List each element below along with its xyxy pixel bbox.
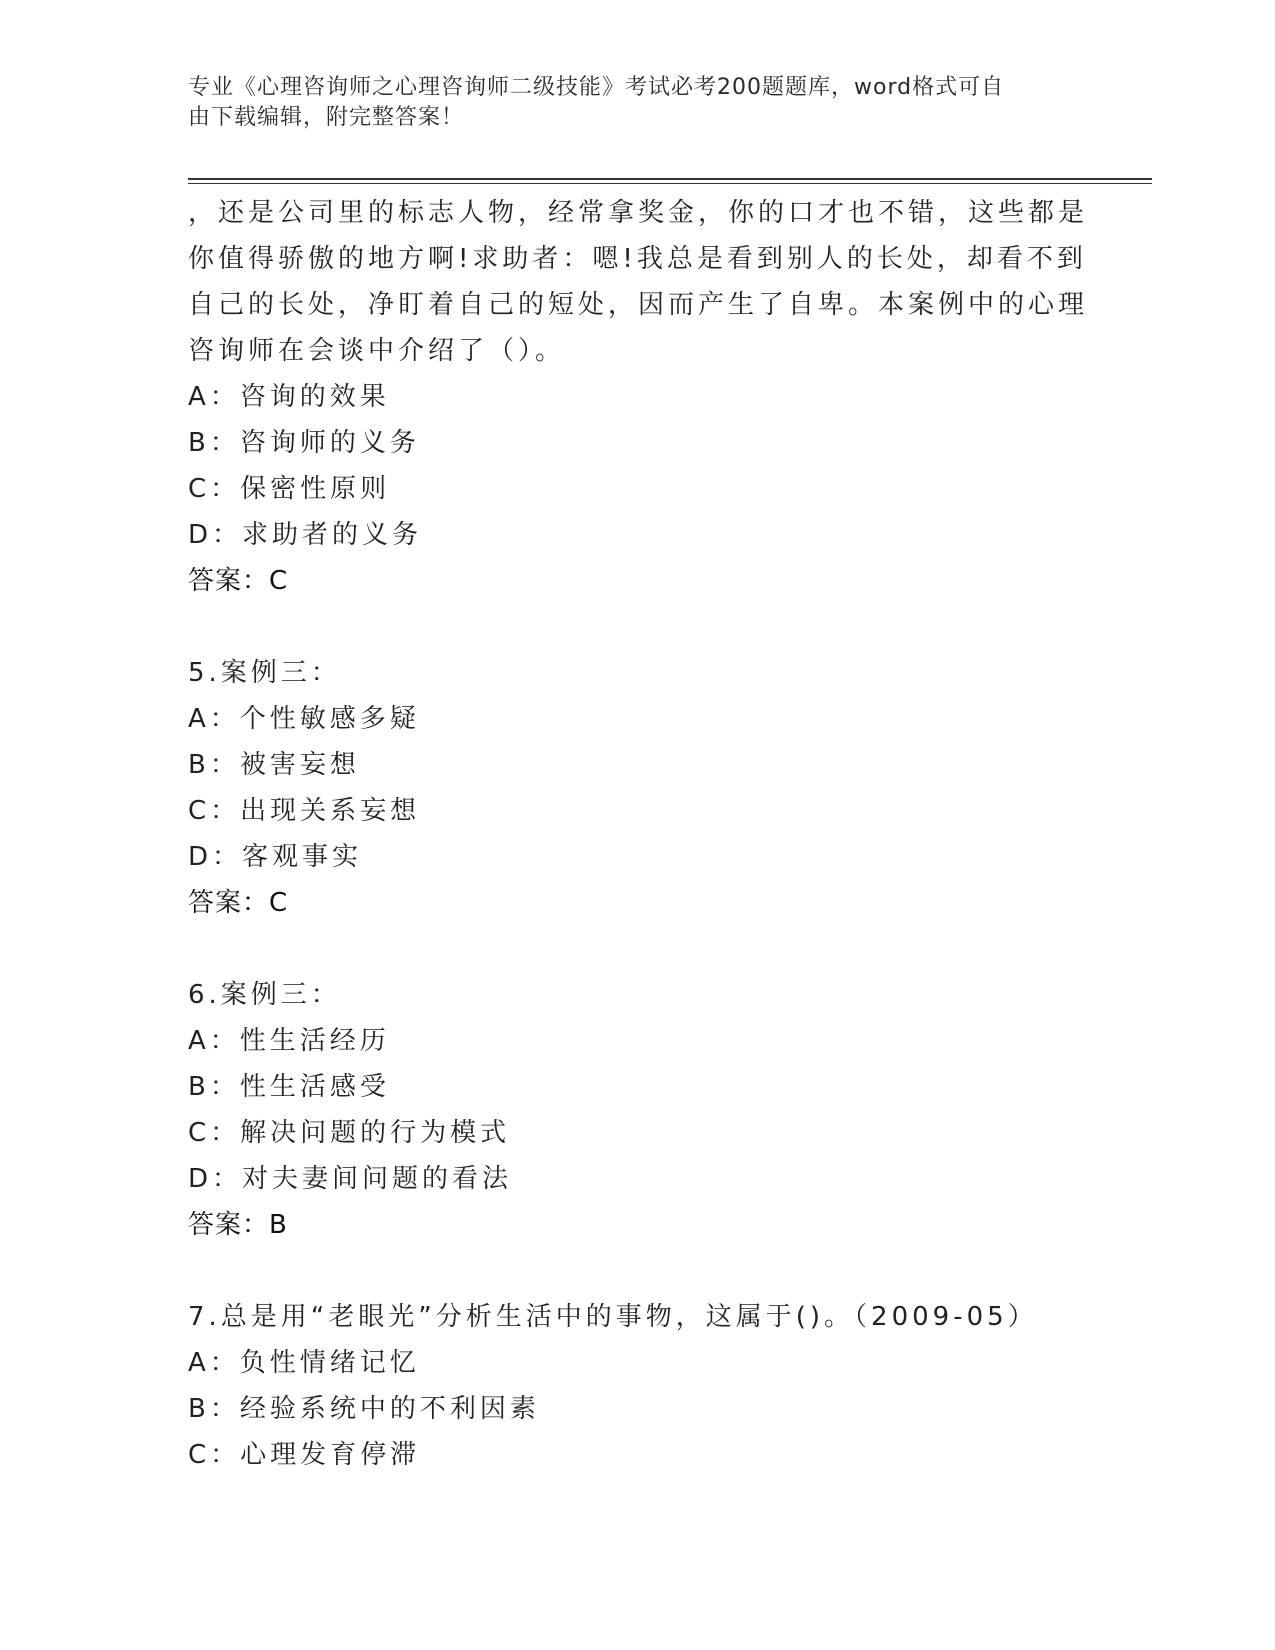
option-d: D：客观事实: [188, 842, 363, 872]
option-d: D：求助者的义务: [188, 520, 423, 550]
question-stem: 5.案例三：: [188, 658, 341, 688]
option-a: A：个性敏感多疑: [188, 704, 420, 734]
header-line-1: 专业《心理咨询师之心理咨询师二级技能》考试必考200题题库，word格式可自: [188, 75, 1005, 100]
option-b: B：被害妄想: [188, 750, 360, 780]
spacer: [188, 926, 1068, 972]
option-b: B：咨询师的义务: [188, 428, 420, 458]
option-a: A：性生活经历: [188, 1026, 390, 1056]
answer-line: 答案：B: [188, 1210, 288, 1240]
option-a: A：负性情绪记忆: [188, 1348, 420, 1378]
document-header: [188, 73, 1068, 133]
answer-line: 答案：C: [188, 566, 289, 596]
header-divider-thick: [188, 178, 1152, 180]
option-b: B：经验系统中的不利因素: [188, 1394, 540, 1424]
answer-line: 答案：C: [188, 888, 289, 918]
spacer: [188, 604, 1068, 650]
question-stem: 6.案例三：: [188, 980, 341, 1010]
question-6: [188, 972, 1068, 1248]
header-divider-thin: [188, 183, 1152, 184]
option-d: D：对夫妻间问题的看法: [188, 1164, 513, 1194]
question-5: [188, 650, 1068, 926]
question-text-line: 咨询师在会谈中介绍了（）。: [188, 336, 566, 366]
option-b: B：性生活感受: [188, 1072, 390, 1102]
question-7: [188, 1294, 1068, 1478]
question-stem: 7.总是用“老眼光”分析生活中的事物，这属于()。（2009-05）: [188, 1302, 1038, 1332]
question-text-line: 自己的长处，净盯着自己的短处，因而产生了自卑。本案例中的心理: [188, 290, 1089, 320]
option-c: C：出现关系妄想: [188, 796, 421, 826]
option-c: C：保密性原则: [188, 474, 391, 504]
question-text-line: ，还是公司里的标志人物，经常拿奖金，你的口才也不错，这些都是: [188, 198, 1089, 228]
question-text-line: 你值得骄傲的地方啊!求助者：嗯!我总是看到别人的长处，却看不到: [188, 244, 1087, 274]
question-4-continuation: [188, 190, 1089, 604]
question-content: [188, 190, 1089, 1478]
option-a: A：咨询的效果: [188, 382, 390, 412]
option-c: C：心理发育停滞: [188, 1440, 421, 1470]
spacer: [188, 1248, 1068, 1294]
option-c: C：解决问题的行为模式: [188, 1118, 511, 1148]
header-line-2: 由下载编辑，附完整答案！: [188, 105, 465, 130]
